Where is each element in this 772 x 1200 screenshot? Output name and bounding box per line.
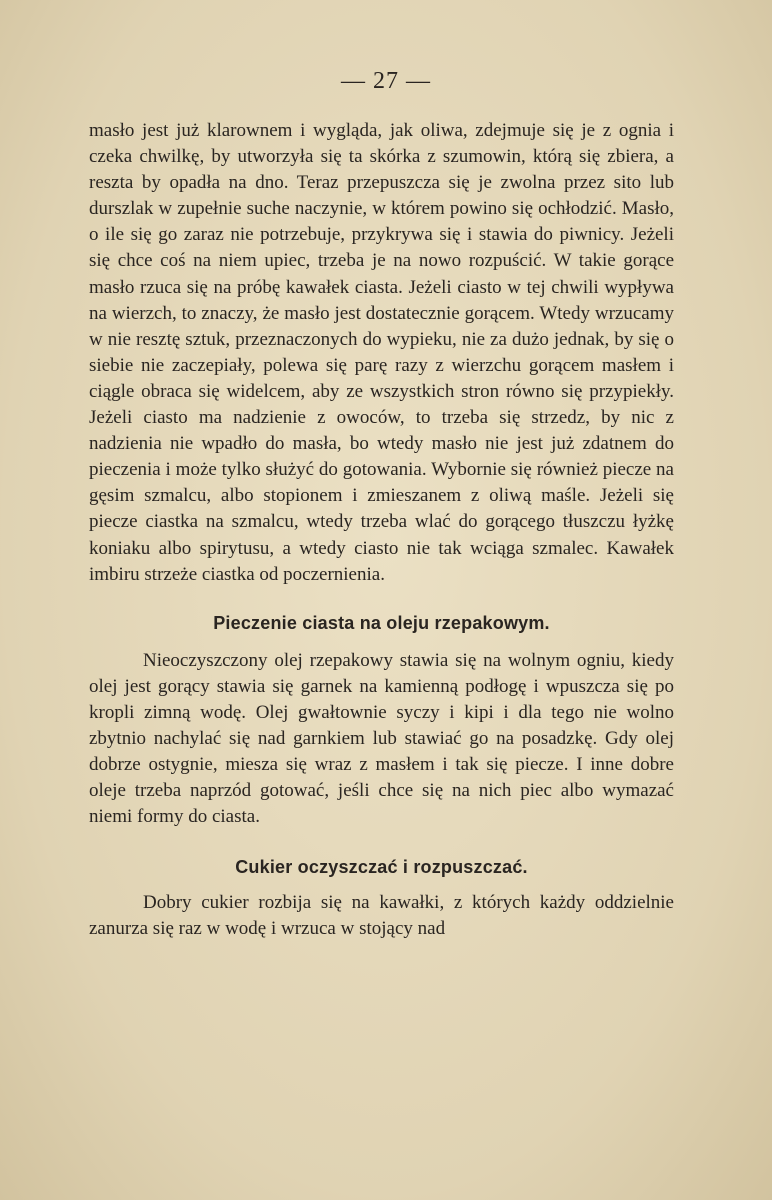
page-content xyxy=(89,118,674,943)
paragraph-rapeseed-oil: Nieoczyszczony olej rzepakowy stawia się na wolnym ogniu, kiedy olej jest gorący stawia się garnek na kamienną podłogę i wpuszcza się po kropli zimną wodę. Olej gwałtownie syczy i kipi i dla tego nie wolno zbytnio nachylać się nad garnkiem lub stawiać go na posadzkę. Gdy olej dobrze ostygnie, miesza się wraz z masłem i tak się piecze. I inne dobre oleje trzeba naprzód gotować, jeśli chce się na nich piec albo wymazać niemi formy do ciasta. xyxy=(89,649,674,828)
section-heading-sugar: Cukier oczyszczać i rozpuszczać. xyxy=(235,857,528,878)
page-number: — 27 — xyxy=(341,68,431,94)
paragraph-intro: masło jest już klarownem i wygląda, jak oliwa, zdejmuje się je z ognia i czeka chwilkę, by utworzyła się ta skórka z szumowin, którą się zbiera, a reszta by opadła na dno. Teraz przepuszcza się je zwolna przez sito lub durszlak w zupełnie suche naczynie, w którem powino się ochłodzić. Masło, o ile się go zaraz nie potrzebuje, przykrywa się i stawia do piwnicy. Jeżeli się chce coś na niem upiec, trzeba je na nowo rozpuścić. W takie gorące masło rzuca się na próbę kawałek ciasta. Jeżeli ciasto w tej chwili wypływa na wierzch, to znaczy, że masło jest dostatecznie gorącem. Wtedy wrzucamy w nie resztę sztuk, przeznaczonych do wypieku, nie za dużo jednak, by się o siebie nie zaczepiały, polewa się parę razy z wierzchu gorącem masłem i ciągle obraca się widelcem, aby ze wszystkich stron równo się przypiekły. Jeżeli ciasto ma nadzienie z owoców, to trzeba się strzedz, by nic z nadzienia nie wpadło do masła, bo wtedy masło nie jest już zdatnem do pieczenia i może tylko służyć do gotowania. Wybornie się również piecze na gęsim szmalcu, albo stopionem i zmieszanem z oliwą maśle. Jeżeli się piecze ciastka na szmalcu, wtedy trzeba wlać do gorącego tłuszczu łyżkę koniaku albo spirytusu, a wtedy ciasto nie tak wciąga szmalec. Kawałek imbiru strzeże ciastka od poczernienia. xyxy=(89,120,674,585)
section-heading-rapeseed-oil: Pieczenie ciasta na oleju rzepakowym. xyxy=(213,612,550,633)
paragraph-sugar: Dobry cukier rozbija się na kawałki, z których każdy oddzielnie zanurza się raz w wodę i wrzuca w stojący nad xyxy=(89,892,674,940)
